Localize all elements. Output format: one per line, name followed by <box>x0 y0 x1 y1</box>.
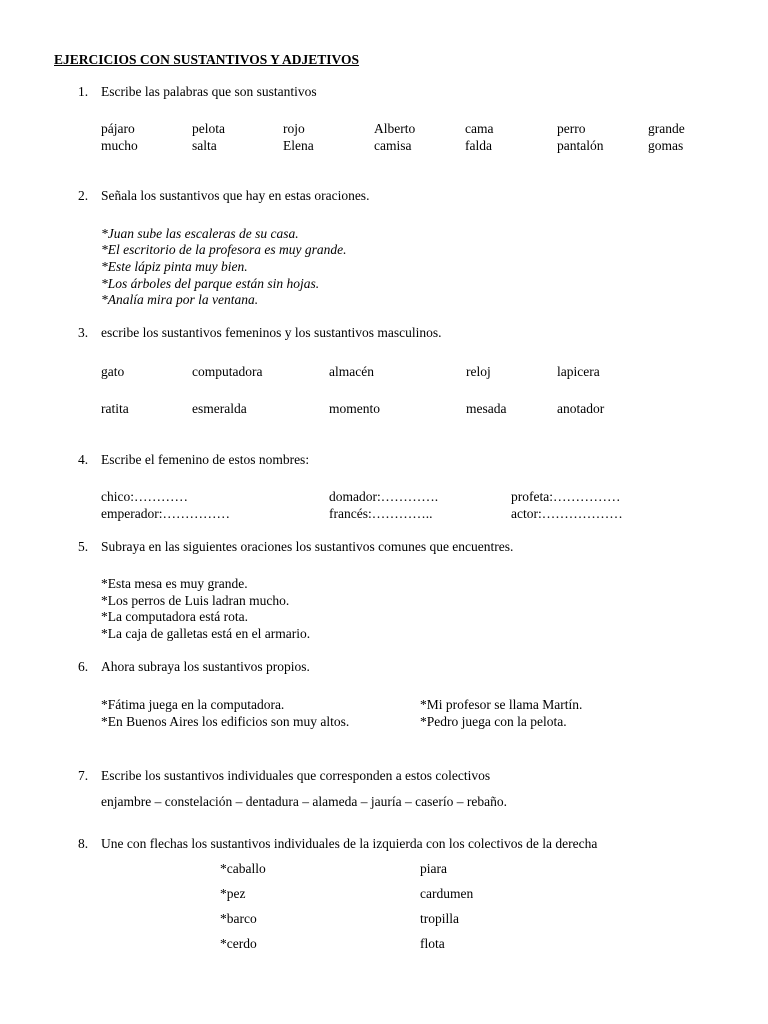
word: almacén <box>329 364 374 379</box>
fill-item: profeta:…………… <box>511 489 621 504</box>
exercise-instruction: Escribe las palabras que son sustantivos <box>101 84 317 99</box>
exercise-number: 6. <box>78 659 89 674</box>
sentence: *Juan sube las escaleras de su casa. <box>101 226 299 241</box>
word: pantalón <box>557 138 604 153</box>
word: ratita <box>101 401 129 416</box>
word: grande <box>648 121 685 136</box>
sentence: *Analía mira por la ventana. <box>101 292 259 307</box>
word: computadora <box>192 364 263 379</box>
word: pelota <box>192 121 225 136</box>
individual-noun: *barco <box>220 911 257 926</box>
exercise-number: 7. <box>78 768 89 783</box>
collective-noun: cardumen <box>420 886 474 901</box>
exercise-number: 8. <box>78 836 89 851</box>
word: Elena <box>283 138 314 153</box>
exercise-number: 1. <box>78 84 89 99</box>
word: gomas <box>648 138 684 153</box>
exercise-instruction: Señala los sustantivos que hay en estas oraciones. <box>101 188 370 203</box>
word: Alberto <box>374 121 416 136</box>
exercise-instruction: Escribe el femenino de estos nombres: <box>101 452 310 467</box>
sentence: *Este lápiz pinta muy bien. <box>101 259 248 274</box>
sentence: *Fátima juega en la computadora. <box>101 697 285 712</box>
word: perro <box>557 121 586 136</box>
individual-noun: *caballo <box>220 861 266 876</box>
sentence: *Mi profesor se llama Martín. <box>420 697 583 712</box>
exercise-number: 3. <box>78 325 89 340</box>
word: mesada <box>466 401 507 416</box>
fill-item: domador:…………. <box>329 489 439 504</box>
collective-noun: piara <box>420 861 447 876</box>
word: reloj <box>466 364 491 379</box>
exercise-instruction: Une con flechas los sustantivos individuales de la izquierda con los colectivos de la derecha <box>101 836 598 851</box>
word: camisa <box>374 138 412 153</box>
collective-noun: tropilla <box>420 911 459 926</box>
sentence: *Los perros de Luis ladran mucho. <box>101 593 290 608</box>
exercise-number: 5. <box>78 539 89 554</box>
page-title: EJERCICIOS CON SUSTANTIVOS Y ADJETIVOS <box>54 52 360 67</box>
individual-noun: *pez <box>220 886 246 901</box>
word: cama <box>465 121 494 136</box>
word: falda <box>465 138 492 153</box>
sentence: *Pedro juega con la pelota. <box>420 714 567 729</box>
fill-item: emperador:…………… <box>101 506 230 521</box>
sentence: *El escritorio de la profesora es muy grande. <box>101 242 347 257</box>
sentence: *La computadora está rota. <box>101 609 248 624</box>
word: esmeralda <box>192 401 247 416</box>
word: lapicera <box>557 364 600 379</box>
sentence: *Los árboles del parque están sin hojas. <box>101 276 320 291</box>
exercise-instruction: escribe los sustantivos femeninos y los sustantivos masculinos. <box>101 325 442 340</box>
word: rojo <box>283 121 305 136</box>
exercise-instruction: Ahora subraya los sustantivos propios. <box>101 659 310 674</box>
word: salta <box>192 138 217 153</box>
exercise-number: 2. <box>78 188 89 203</box>
exercise-number: 4. <box>78 452 89 467</box>
word: gato <box>101 364 125 379</box>
word: pájaro <box>101 121 135 136</box>
word: momento <box>329 401 380 416</box>
word: anotador <box>557 401 605 416</box>
sentence: *Esta mesa es muy grande. <box>101 576 248 591</box>
collective-list: enjambre – constelación – dentadura – alameda – jauría – caserío – rebaño. <box>101 794 507 809</box>
fill-item: francés:………….. <box>329 506 433 521</box>
sentence: *La caja de galletas está en el armario. <box>101 626 311 641</box>
individual-noun: *cerdo <box>220 936 257 951</box>
sentence: *En Buenos Aires los edificios son muy altos. <box>101 714 350 729</box>
fill-item: chico:………… <box>101 489 188 504</box>
collective-noun: flota <box>420 936 445 951</box>
exercise-instruction: Escribe los sustantivos individuales que corresponden a estos colectivos <box>101 768 491 783</box>
exercise-instruction: Subraya en las siguientes oraciones los sustantivos comunes que encuentres. <box>101 539 514 554</box>
word: mucho <box>101 138 138 153</box>
fill-item: actor:……………… <box>511 506 623 521</box>
